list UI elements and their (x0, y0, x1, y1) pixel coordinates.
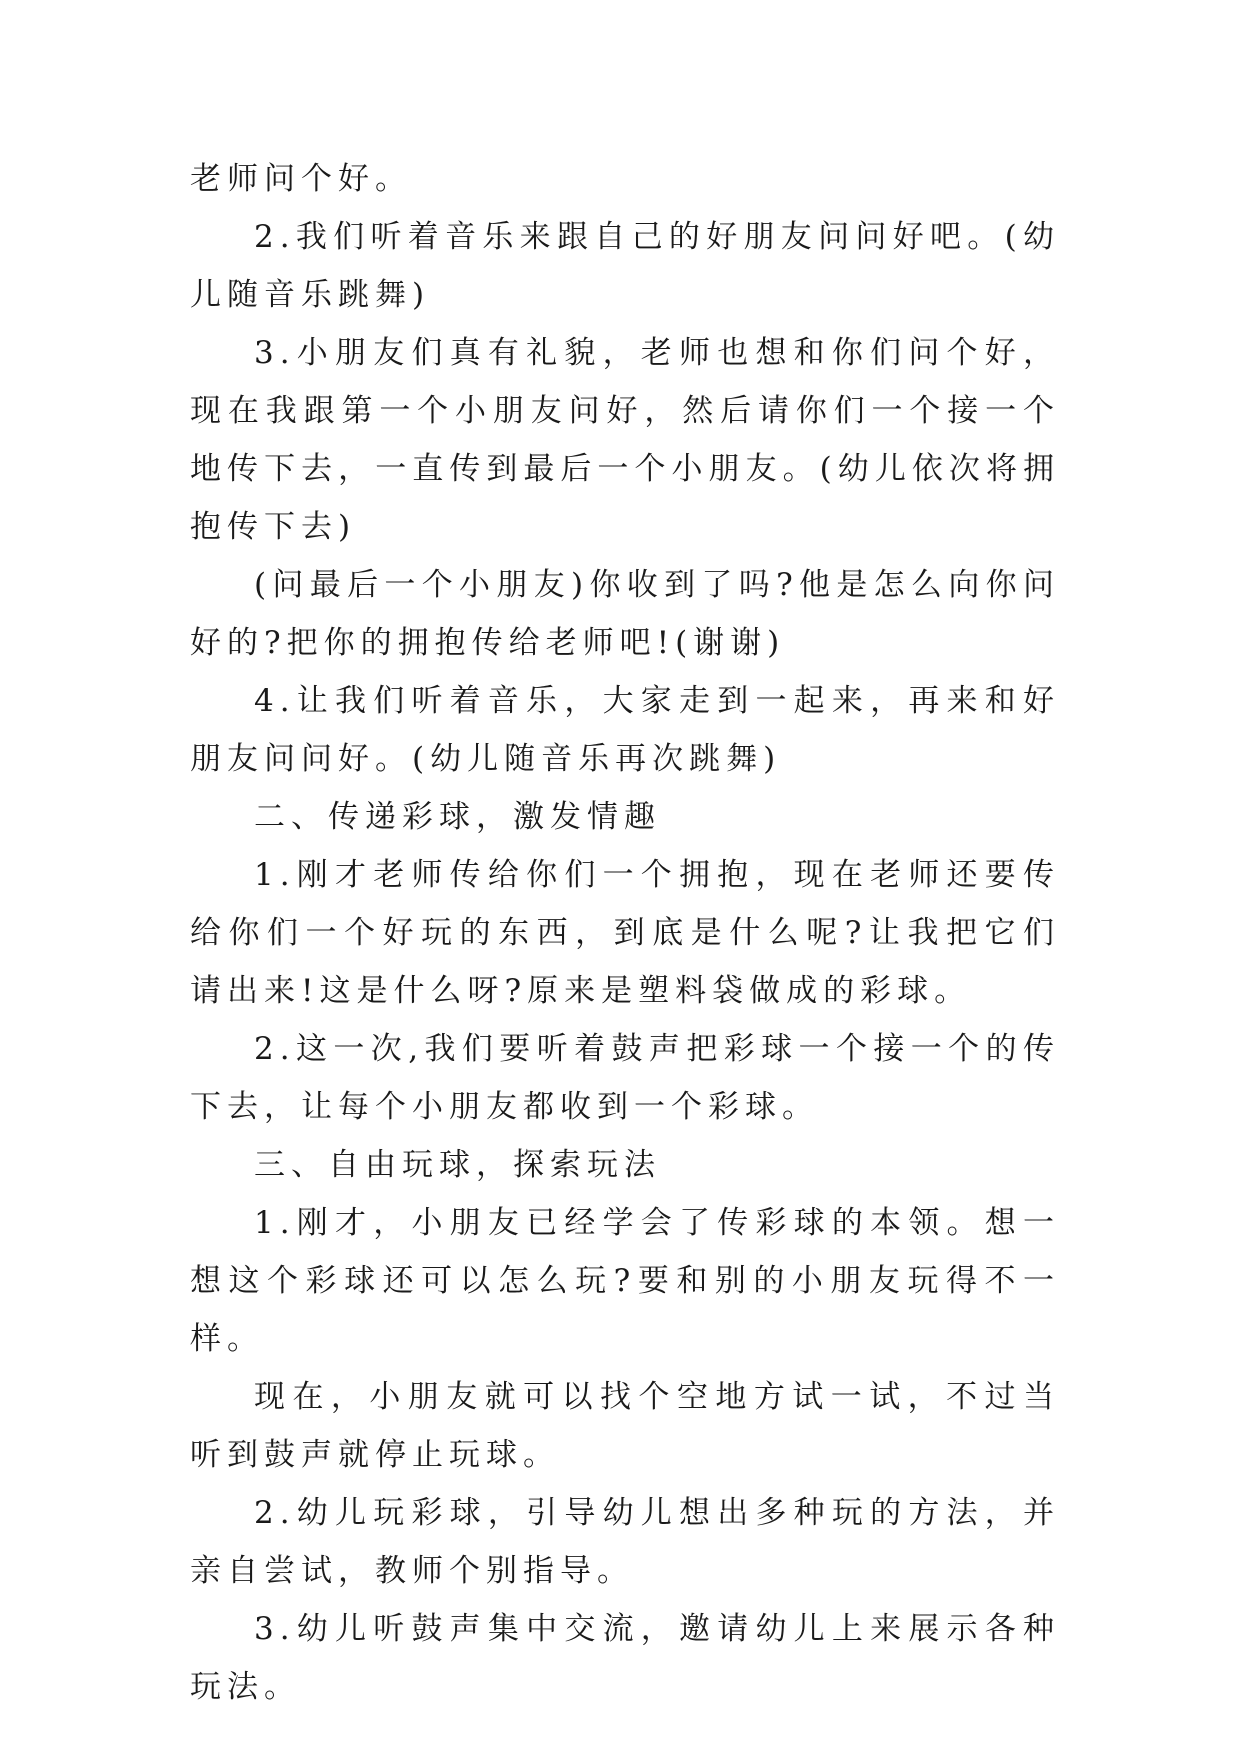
section-heading-free-play: 三、自由玩球，探索玩法 (254, 1147, 661, 1183)
paragraph-continued: 老师问个好。 (190, 161, 412, 197)
paragraph-step-3-pass-hug: 3.小朋友们真有礼貌，老师也想和你们问个好，现在我跟第一个小朋友问好，然后请你们一个接一个地传下去，一直传到最后一个小朋友。(幼儿依次将拥抱传下去) (190, 335, 1060, 545)
paragraph-try-space: 现在，小朋友就可以找个空地方试一试，不过当听到鼓声就停止玩球。 (190, 1379, 1060, 1473)
paragraph-step-2-music-greeting: 2.我们听着音乐来跟自己的好朋友问问好吧。(幼儿随音乐跳舞) (190, 219, 1060, 313)
paragraph-step-2-play-guide: 2.幼儿玩彩球，引导幼儿想出多种玩的方法，并亲自尝试，教师个别指导。 (190, 1495, 1060, 1589)
paragraph-step-1-introduce-ball: 1.刚才老师传给你们一个拥抱，现在老师还要传给你们一个好玩的东西，到底是什么呢?让我把它们请出来!这是什么呀?原来是塑料袋做成的彩球。 (190, 857, 1060, 1009)
paragraph-step-1-think-play: 1.刚才，小朋友已经学会了传彩球的本领。想一想这个彩球还可以怎么玩?要和别的小朋友玩得不一样。 (190, 1205, 1060, 1357)
paragraph-ask-last-child: (问最后一个小朋友)你收到了吗?他是怎么向你问好的?把你的拥抱传给老师吧!(谢谢) (190, 567, 1060, 661)
paragraph-step-4-dance-again: 4.让我们听着音乐，大家走到一起来，再来和好朋友问问好。(幼儿随音乐再次跳舞) (190, 683, 1060, 777)
paragraph-step-3-show-methods: 3.幼儿听鼓声集中交流，邀请幼儿上来展示各种玩法。 (190, 1611, 1060, 1705)
section-heading-pass-balls: 二、传递彩球，激发情趣 (254, 799, 661, 835)
paragraph-step-2-drum-pass: 2.这一次,我们要听着鼓声把彩球一个接一个的传下去，让每个小朋友都收到一个彩球。 (190, 1031, 1060, 1125)
document-body (190, 150, 1060, 1716)
